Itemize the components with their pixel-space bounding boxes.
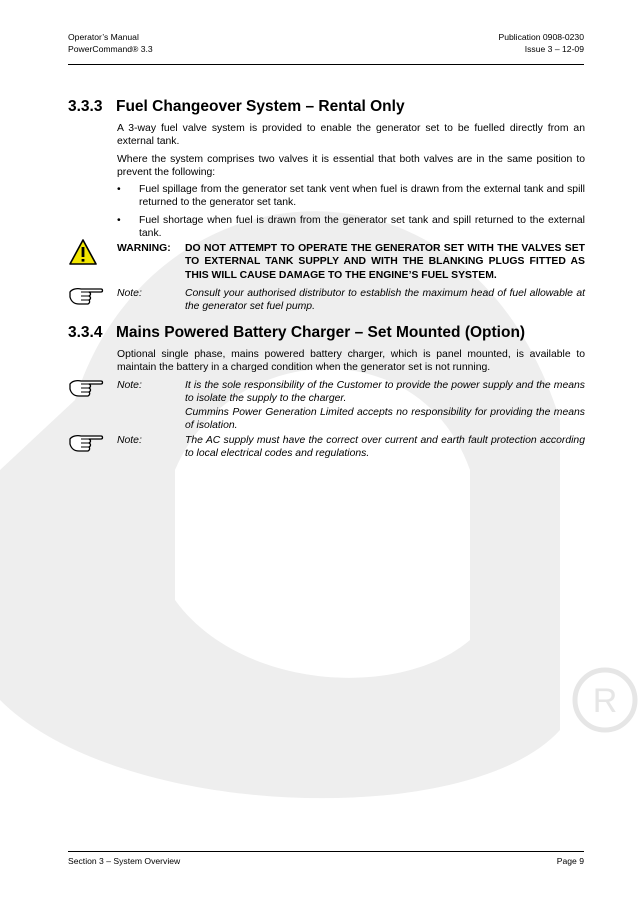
section-heading-3-3-3	[68, 98, 405, 116]
warning-label: WARNING:	[117, 243, 171, 254]
note-customer-responsibility	[117, 379, 585, 432]
pointing-hand-icon	[68, 431, 104, 453]
paragraph: Where the system comprises two valves it is essential that both valves are in the same position to prevent the following:	[117, 153, 585, 178]
svg-text:R: R	[592, 682, 618, 720]
warning-text: DO NOT ATTEMPT TO OPERATE THE GENERATOR SET WITH THE VALVES SET TO EXTERNAL TANK SUPPLY AND WITH THE BLANKING PLUGS FITTED AS THIS WILL CAUSE DAMAGE TO THE ENGINE’S FUEL SYSTEM.	[185, 243, 585, 281]
pointing-hand-icon	[68, 376, 104, 398]
footer-section: Section 3 – System Overview	[68, 856, 181, 866]
note-text-line: Cummins Power Generation Limited accepts no responsibility for providing the means of isolation.	[185, 406, 585, 431]
note-text: Consult your authorised distributor to establish the maximum head of fuel allowable at the generator set fuel pump.	[185, 288, 585, 313]
note-text	[185, 379, 585, 432]
warning-notice	[117, 242, 585, 282]
section-heading-3-3-4	[68, 324, 525, 342]
section-body-3-3-4	[117, 348, 585, 379]
note-fuel-head	[117, 287, 585, 314]
bullet-icon: •	[117, 184, 121, 196]
section-number: 3.3.3	[68, 98, 103, 115]
note-ac-supply	[117, 434, 585, 461]
paragraph: A 3-way fuel valve system is provided to enable the generator set to be fuelled directly from an external tank.	[117, 123, 585, 148]
section-body-3-3-3	[117, 122, 585, 244]
manual-title: Operator’s Manual	[68, 32, 139, 42]
list-item	[117, 183, 585, 210]
pointing-hand-icon	[68, 284, 104, 306]
note-label: Note:	[117, 288, 142, 299]
footer-divider	[68, 851, 584, 852]
bullet-icon: •	[117, 214, 121, 226]
section-title: Fuel Changeover System – Rental Only	[116, 98, 405, 115]
section-title: Mains Powered Battery Charger – Set Mounted (Option)	[116, 324, 526, 341]
header-right	[498, 31, 584, 55]
note-label: Note:	[117, 380, 142, 391]
warning-triangle-icon	[68, 238, 98, 266]
paragraph: Optional single phase, mains powered battery charger, which is panel mounted, is available to maintain the battery in a charged condition when the generator set is not running.	[117, 349, 585, 374]
header-divider	[68, 64, 584, 65]
issue-number: Issue 3 – 12-09	[524, 44, 584, 54]
note-text: The AC supply must have the correct over current and earth fault protection according to local electrical codes and regulations.	[185, 435, 585, 460]
publication-number: Publication 0908-0230	[498, 32, 584, 42]
section-number: 3.3.4	[68, 324, 103, 341]
page-number: Page 9	[556, 856, 584, 866]
list-item-text: Fuel shortage when fuel is drawn from the generator set tank and spill returned to the external tank.	[139, 214, 585, 240]
header-left	[68, 31, 153, 55]
product-name: PowerCommand® 3.3	[68, 44, 153, 54]
note-text-line: It is the sole responsibility of the Customer to provide the power supply and the means to isolate the supply to the charger.	[185, 380, 585, 405]
list-item	[117, 214, 585, 241]
list-item-text: Fuel spillage from the generator set tank vent when fuel is drawn from the external tank and spill returned to the generator set tank.	[139, 184, 585, 209]
note-label: Note:	[117, 435, 142, 446]
